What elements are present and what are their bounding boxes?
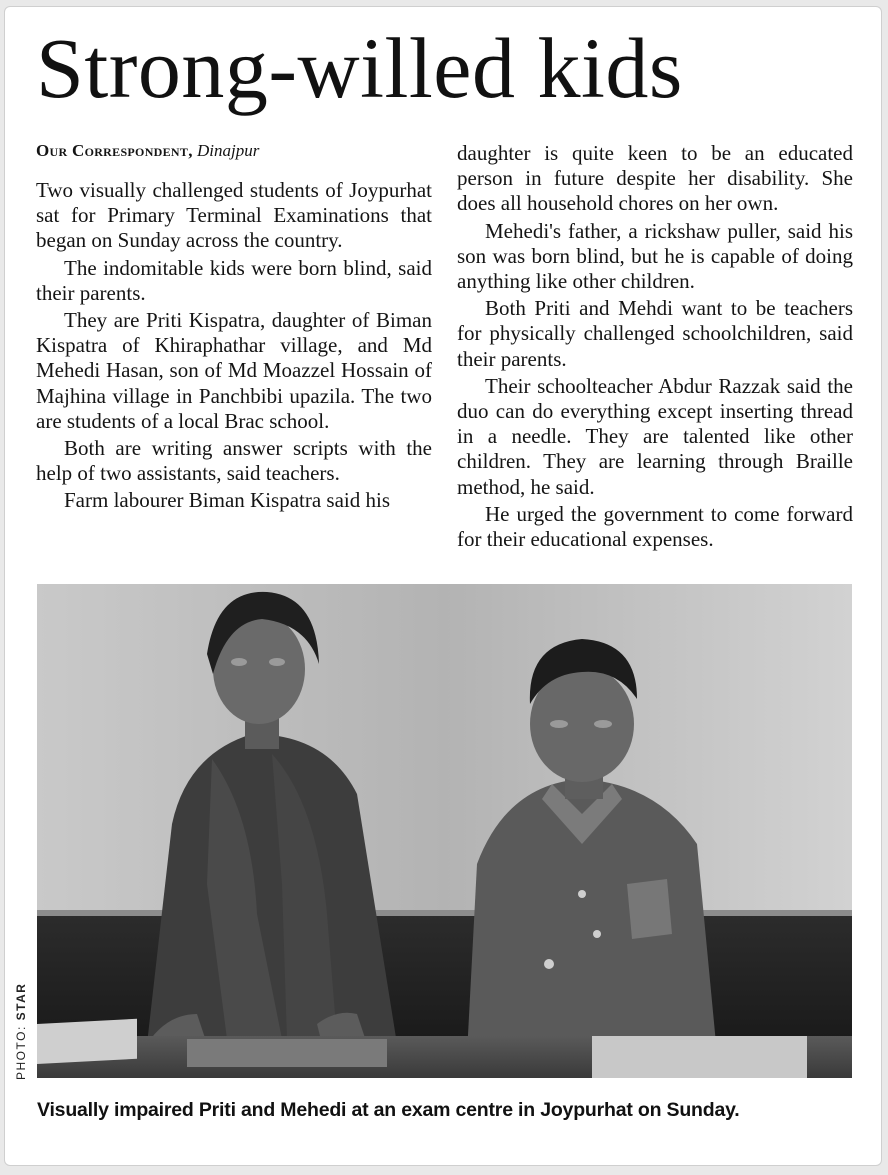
paragraph-9: He urged the government to come forward for their educational expenses. <box>457 501 853 552</box>
byline-correspondent: Our Correspondent, <box>36 141 193 160</box>
paragraph-6: Mehedi's father, a rickshaw puller, said his son was born blind, but he is capable of doing anything like other children. <box>457 218 853 294</box>
paragraph-3: They are Priti Kispatra, daughter of Biman Kispatra of Khiraphathar village, and Md Mehedi Hasan, son of Md Moazzel Hossain of Majhina village in Panchbibi upazila. The two are students of a local Brac school. <box>36 308 432 433</box>
paragraph-1: Two visually challenged students of Joypurhat sat for Primary Terminal Examinations that began on Sunday across the country. <box>36 178 432 253</box>
photo-credit <box>14 982 134 1080</box>
photo-illustration <box>37 584 852 1078</box>
headline: Strong-willed kids <box>36 20 683 116</box>
photo-caption: Visually impaired Priti and Mehedi at an exam centre in Joypurhat on Sunday. <box>37 1099 740 1121</box>
paragraph-7: Both Priti and Mehdi want to be teachers for physically challenged schoolchildren, said their parents. <box>457 296 853 371</box>
article-column-left <box>36 140 432 514</box>
byline-location: Dinajpur <box>197 141 260 160</box>
byline <box>36 140 432 168</box>
photo-credit-label: PHOTO: <box>14 1025 28 1080</box>
paragraph-5-start: Farm labourer Biman Kispatra said his <box>64 488 391 513</box>
paragraph-2: The indomitable kids were born blind, said their parents. <box>36 255 432 305</box>
paragraph-4: Both are writing answer scripts with the help of two assistants, said teachers. <box>36 436 432 486</box>
paragraph-8: Their schoolteacher Abdur Razzak said the duo can do everything except inserting thread in a needle. They are talented like other children. They are learning through Braille method, he said. <box>457 373 853 499</box>
article-column-right <box>457 141 853 552</box>
news-photo <box>37 584 852 1078</box>
photo-credit-source: STAR <box>14 982 28 1021</box>
paragraph-5-continued: daughter is quite keen to be an educated person in future despite her disability. She does all household chores on her own. <box>457 141 853 216</box>
